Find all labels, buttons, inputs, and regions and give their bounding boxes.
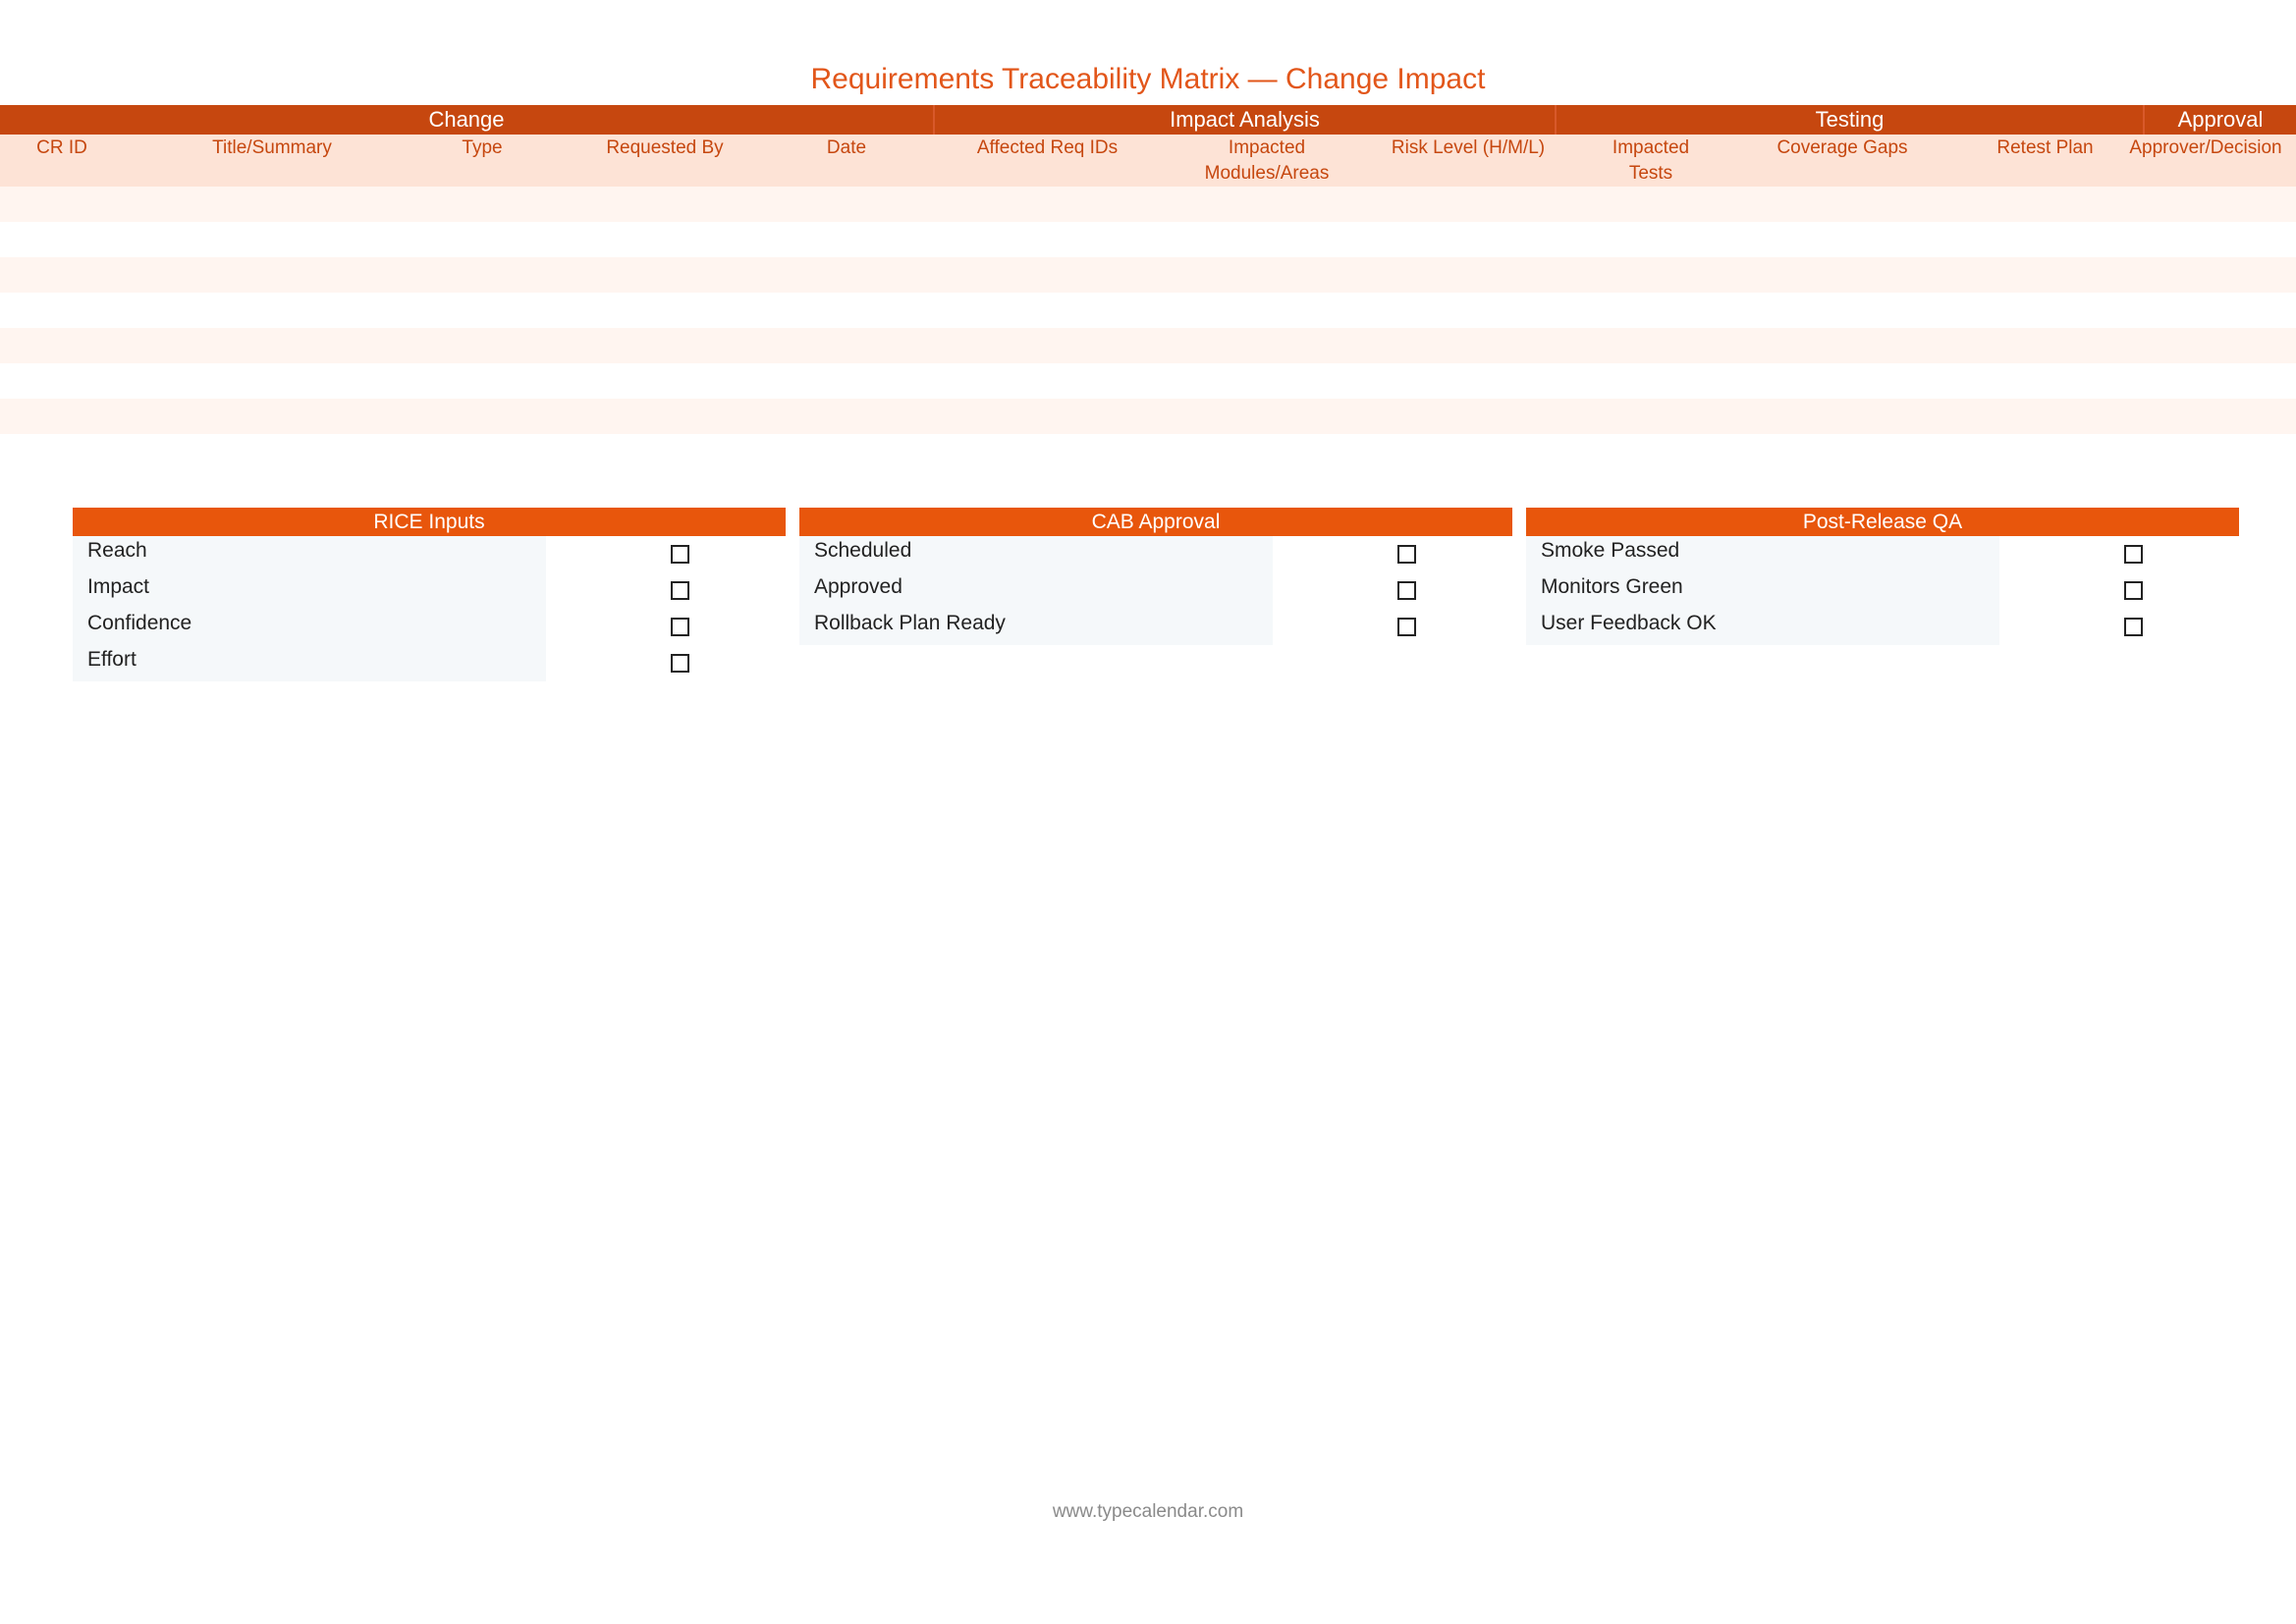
table-cell[interactable] <box>544 257 786 293</box>
checklist-item <box>799 572 1512 609</box>
table-cell[interactable] <box>1346 293 1590 328</box>
table-cell[interactable] <box>907 257 1187 293</box>
table-cell[interactable] <box>786 222 907 257</box>
table-cell[interactable] <box>544 328 786 363</box>
checklist-item <box>799 609 1512 645</box>
checklist-item <box>799 536 1512 572</box>
table-cell[interactable] <box>1712 222 1973 257</box>
table-row <box>0 363 2296 399</box>
table-cell[interactable] <box>420 187 544 222</box>
table-cell[interactable] <box>907 363 1187 399</box>
checklist-label: Approved <box>799 572 1273 609</box>
table-cell[interactable] <box>544 399 786 434</box>
table-cell[interactable] <box>1187 363 1346 399</box>
footer-url: www.typecalendar.com <box>1052 1501 1244 1522</box>
checklist-label: Rollback Plan Ready <box>799 609 1273 645</box>
table-cell[interactable] <box>0 257 124 293</box>
table-cell[interactable] <box>1712 187 1973 222</box>
col-retest-plan: Retest Plan <box>1996 137 2094 158</box>
table-cell[interactable] <box>2117 328 2294 363</box>
col-date: Date <box>826 137 867 158</box>
table-cell[interactable] <box>124 257 420 293</box>
table-cell[interactable] <box>1590 363 1712 399</box>
panel-cab-approval <box>799 508 1512 645</box>
checklist-item <box>1526 572 2239 609</box>
table-cell[interactable] <box>1187 187 1346 222</box>
checkbox[interactable] <box>671 618 689 636</box>
table-cell[interactable] <box>2117 187 2294 222</box>
checkbox[interactable] <box>2124 618 2143 636</box>
col-title-summary: Title/Summary <box>212 137 332 158</box>
table-cell[interactable] <box>420 222 544 257</box>
table-cell[interactable] <box>907 187 1187 222</box>
table-row <box>0 293 2296 328</box>
table-cell[interactable] <box>124 222 420 257</box>
table-cell[interactable] <box>0 293 124 328</box>
page-title: Requirements Traceability Matrix — Change Impact <box>810 63 1486 95</box>
table-cell[interactable] <box>1590 328 1712 363</box>
table-cell[interactable] <box>1973 399 2117 434</box>
checklist-label: Monitors Green <box>1526 572 1999 609</box>
table-cell[interactable] <box>1346 187 1590 222</box>
group-change: Change <box>0 105 935 135</box>
table-cell[interactable] <box>1590 187 1712 222</box>
table-cell[interactable] <box>786 328 907 363</box>
table-row <box>0 187 2296 222</box>
column-header-band <box>0 135 2296 187</box>
table-cell[interactable] <box>1346 363 1590 399</box>
table-cell[interactable] <box>2117 222 2294 257</box>
table-cell[interactable] <box>124 328 420 363</box>
col-impacted-modules: Impacted Modules/Areas <box>1204 137 1330 184</box>
checklist-label: Smoke Passed <box>1526 536 1999 572</box>
table-cell[interactable] <box>124 187 420 222</box>
table-cell[interactable] <box>2117 293 2294 328</box>
matrix-body <box>0 187 2296 434</box>
col-risk-level: Risk Level (H/M/L) <box>1391 137 1546 158</box>
table-cell[interactable] <box>544 187 786 222</box>
table-cell[interactable] <box>544 293 786 328</box>
group-header-band <box>0 105 2296 135</box>
table-cell[interactable] <box>907 293 1187 328</box>
table-cell[interactable] <box>1346 328 1590 363</box>
checkbox[interactable] <box>1397 545 1416 564</box>
table-cell[interactable] <box>1346 222 1590 257</box>
table-cell[interactable] <box>1187 257 1346 293</box>
table-row <box>0 328 2296 363</box>
table-cell[interactable] <box>1187 399 1346 434</box>
col-coverage-gaps: Coverage Gaps <box>1777 137 1908 158</box>
table-cell[interactable] <box>907 328 1187 363</box>
panel-title: CAB Approval <box>799 508 1512 536</box>
panel-title: RICE Inputs <box>73 508 786 536</box>
table-cell[interactable] <box>420 399 544 434</box>
checkbox[interactable] <box>2124 581 2143 600</box>
table-cell[interactable] <box>2117 257 2294 293</box>
table-cell[interactable] <box>1712 363 1973 399</box>
table-cell[interactable] <box>0 222 124 257</box>
checkbox[interactable] <box>1397 618 1416 636</box>
table-cell[interactable] <box>786 257 907 293</box>
table-cell[interactable] <box>1187 222 1346 257</box>
table-cell[interactable] <box>0 363 124 399</box>
table-cell[interactable] <box>907 399 1187 434</box>
table-cell[interactable] <box>0 399 124 434</box>
table-cell[interactable] <box>2117 399 2294 434</box>
table-cell[interactable] <box>420 257 544 293</box>
table-cell[interactable] <box>786 363 907 399</box>
table-cell[interactable] <box>1346 257 1590 293</box>
table-cell[interactable] <box>420 328 544 363</box>
panel-post-release-qa <box>1526 508 2239 645</box>
table-cell[interactable] <box>1973 257 2117 293</box>
table-cell[interactable] <box>1590 257 1712 293</box>
table-cell[interactable] <box>1973 328 2117 363</box>
table-cell[interactable] <box>786 399 907 434</box>
table-cell[interactable] <box>124 363 420 399</box>
table-cell[interactable] <box>1973 222 2117 257</box>
table-cell[interactable] <box>420 363 544 399</box>
table-cell[interactable] <box>907 222 1187 257</box>
table-cell[interactable] <box>1187 328 1346 363</box>
table-cell[interactable] <box>544 363 786 399</box>
col-affected-req-ids: Affected Req IDs <box>976 137 1119 158</box>
checklist-item <box>1526 609 2239 645</box>
checkbox[interactable] <box>1397 581 1416 600</box>
table-cell[interactable] <box>1187 293 1346 328</box>
table-cell[interactable] <box>1712 399 1973 434</box>
table-cell[interactable] <box>544 222 786 257</box>
panel-rice-inputs <box>73 508 786 681</box>
table-cell[interactable] <box>1712 293 1973 328</box>
table-cell[interactable] <box>1590 222 1712 257</box>
checkbox[interactable] <box>671 654 689 673</box>
group-impact-analysis: Impact Analysis <box>935 105 1557 135</box>
checklist-label: Reach <box>73 536 546 572</box>
checkbox[interactable] <box>671 581 689 600</box>
panel-title: Post-Release QA <box>1526 508 2239 536</box>
col-requested-by: Requested By <box>606 137 724 158</box>
table-cell[interactable] <box>1346 399 1590 434</box>
table-cell[interactable] <box>1712 328 1973 363</box>
table-cell[interactable] <box>1590 399 1712 434</box>
checklist-label: User Feedback OK <box>1526 609 1999 645</box>
table-cell[interactable] <box>1712 257 1973 293</box>
table-cell[interactable] <box>1590 293 1712 328</box>
table-cell[interactable] <box>786 293 907 328</box>
group-approval: Approval <box>2177 107 2264 132</box>
col-cr-id: CR ID <box>36 137 87 158</box>
table-cell[interactable] <box>1973 293 2117 328</box>
group-testing: Testing <box>1557 105 2145 135</box>
checklist-item <box>73 536 786 572</box>
col-type: Type <box>462 137 503 158</box>
checklist-item <box>73 572 786 609</box>
checkbox[interactable] <box>671 545 689 564</box>
checklist-label: Impact <box>73 572 546 609</box>
checklist-item <box>73 645 786 681</box>
table-cell[interactable] <box>1973 363 2117 399</box>
checklist-label: Effort <box>73 645 546 681</box>
table-row <box>0 399 2296 434</box>
checkbox[interactable] <box>2124 545 2143 564</box>
table-cell[interactable] <box>0 328 124 363</box>
table-cell[interactable] <box>0 187 124 222</box>
table-row <box>0 222 2296 257</box>
table-row <box>0 257 2296 293</box>
table-cell[interactable] <box>420 293 544 328</box>
checklist-item <box>73 609 786 645</box>
checklist-item <box>1526 536 2239 572</box>
table-cell[interactable] <box>1973 187 2117 222</box>
table-cell[interactable] <box>2117 363 2294 399</box>
col-impacted-tests: Impacted Tests <box>1612 137 1690 184</box>
table-cell[interactable] <box>786 187 907 222</box>
checklist-label: Scheduled <box>799 536 1273 572</box>
table-cell[interactable] <box>124 399 420 434</box>
table-cell[interactable] <box>124 293 420 328</box>
col-approver-decision: Approver/Decision <box>2129 137 2282 158</box>
checklist-label: Confidence <box>73 609 546 645</box>
